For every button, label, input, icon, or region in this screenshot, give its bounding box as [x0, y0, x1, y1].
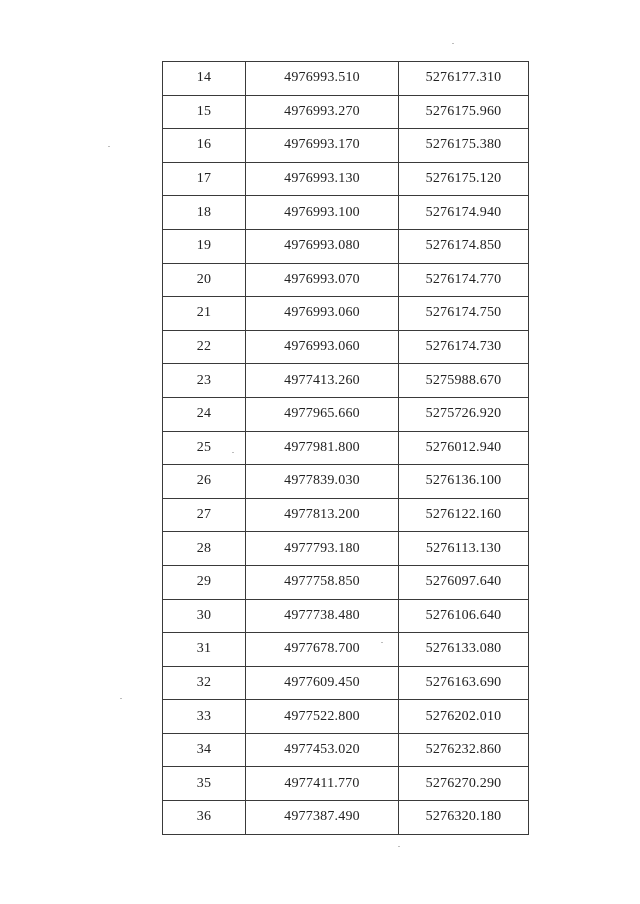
- point-number-cell: 29: [163, 565, 246, 599]
- table-row: [163, 297, 529, 331]
- x-coordinate-cell: 4976993.270: [246, 95, 399, 129]
- table-row: [163, 633, 529, 667]
- y-coordinate-cell: 5276174.730: [399, 330, 529, 364]
- table-row: [163, 229, 529, 263]
- point-number-cell: 14: [163, 62, 246, 96]
- point-number-cell: 36: [163, 801, 246, 835]
- scan-speck: [452, 43, 454, 44]
- table-row: [163, 498, 529, 532]
- point-number-cell: 15: [163, 95, 246, 129]
- table-row: [163, 700, 529, 734]
- point-number-cell: 17: [163, 162, 246, 196]
- x-coordinate-cell: 4976993.080: [246, 229, 399, 263]
- point-number-cell: 31: [163, 633, 246, 667]
- point-number-cell: 18: [163, 196, 246, 230]
- y-coordinate-cell: 5276174.750: [399, 297, 529, 331]
- table-row: [163, 196, 529, 230]
- point-number-cell: 23: [163, 364, 246, 398]
- table-row: [163, 666, 529, 700]
- x-coordinate-cell: 4976993.130: [246, 162, 399, 196]
- x-coordinate-cell: 4977965.660: [246, 397, 399, 431]
- y-coordinate-cell: 5276175.380: [399, 129, 529, 163]
- table-row: [163, 263, 529, 297]
- y-coordinate-cell: 5276122.160: [399, 498, 529, 532]
- x-coordinate-cell: 4977411.770: [246, 767, 399, 801]
- x-coordinate-cell: 4977981.800: [246, 431, 399, 465]
- x-coordinate-cell: 4977522.800: [246, 700, 399, 734]
- table-row: [163, 767, 529, 801]
- x-coordinate-cell: 4977678.700: [246, 633, 399, 667]
- scan-speck: [120, 698, 122, 699]
- y-coordinate-cell: 5276175.120: [399, 162, 529, 196]
- x-coordinate-cell: 4977793.180: [246, 532, 399, 566]
- table-row: [163, 801, 529, 835]
- x-coordinate-cell: 4976993.070: [246, 263, 399, 297]
- point-number-cell: 34: [163, 733, 246, 767]
- x-coordinate-cell: 4977609.450: [246, 666, 399, 700]
- scan-speck: [232, 452, 234, 453]
- y-coordinate-cell: 5275726.920: [399, 397, 529, 431]
- table-row: [163, 162, 529, 196]
- table-row: [163, 599, 529, 633]
- y-coordinate-cell: 5276174.940: [399, 196, 529, 230]
- scan-speck: [398, 846, 400, 847]
- point-number-cell: 33: [163, 700, 246, 734]
- y-coordinate-cell: 5276320.180: [399, 801, 529, 835]
- x-coordinate-cell: 4976993.060: [246, 330, 399, 364]
- y-coordinate-cell: 5276012.940: [399, 431, 529, 465]
- y-coordinate-cell: 5276232.860: [399, 733, 529, 767]
- point-number-cell: 20: [163, 263, 246, 297]
- table-row: [163, 330, 529, 364]
- x-coordinate-cell: 4977839.030: [246, 465, 399, 499]
- y-coordinate-cell: 5276202.010: [399, 700, 529, 734]
- table-row: [163, 565, 529, 599]
- point-number-cell: 24: [163, 397, 246, 431]
- table-row: [163, 62, 529, 96]
- y-coordinate-cell: 5276136.100: [399, 465, 529, 499]
- y-coordinate-cell: 5276113.130: [399, 532, 529, 566]
- y-coordinate-cell: 5276177.310: [399, 62, 529, 96]
- point-number-cell: 32: [163, 666, 246, 700]
- x-coordinate-cell: 4977738.480: [246, 599, 399, 633]
- y-coordinate-cell: 5275988.670: [399, 364, 529, 398]
- y-coordinate-cell: 5276174.770: [399, 263, 529, 297]
- x-coordinate-cell: 4976993.060: [246, 297, 399, 331]
- point-number-cell: 16: [163, 129, 246, 163]
- x-coordinate-cell: 4977413.260: [246, 364, 399, 398]
- y-coordinate-cell: 5276097.640: [399, 565, 529, 599]
- point-number-cell: 27: [163, 498, 246, 532]
- point-number-cell: 22: [163, 330, 246, 364]
- y-coordinate-cell: 5276174.850: [399, 229, 529, 263]
- x-coordinate-cell: 4977813.200: [246, 498, 399, 532]
- point-number-cell: 26: [163, 465, 246, 499]
- y-coordinate-cell: 5276175.960: [399, 95, 529, 129]
- x-coordinate-cell: 4977453.020: [246, 733, 399, 767]
- x-coordinate-cell: 4976993.170: [246, 129, 399, 163]
- point-number-cell: 19: [163, 229, 246, 263]
- table-row: [163, 364, 529, 398]
- table-row: [163, 397, 529, 431]
- point-number-cell: 35: [163, 767, 246, 801]
- x-coordinate-cell: 4976993.100: [246, 196, 399, 230]
- coordinate-table: [162, 61, 529, 835]
- scan-speck: [381, 642, 383, 643]
- table-row: [163, 95, 529, 129]
- y-coordinate-cell: 5276133.080: [399, 633, 529, 667]
- point-number-cell: 28: [163, 532, 246, 566]
- point-number-cell: 21: [163, 297, 246, 331]
- table-row: [163, 465, 529, 499]
- table-row: [163, 431, 529, 465]
- x-coordinate-cell: 4977387.490: [246, 801, 399, 835]
- y-coordinate-cell: 5276163.690: [399, 666, 529, 700]
- x-coordinate-cell: 4976993.510: [246, 62, 399, 96]
- point-number-cell: 25: [163, 431, 246, 465]
- table-row: [163, 733, 529, 767]
- table-row: [163, 129, 529, 163]
- coordinate-table-body: [163, 62, 529, 835]
- point-number-cell: 30: [163, 599, 246, 633]
- x-coordinate-cell: 4977758.850: [246, 565, 399, 599]
- scan-speck: [108, 146, 110, 147]
- y-coordinate-cell: 5276106.640: [399, 599, 529, 633]
- y-coordinate-cell: 5276270.290: [399, 767, 529, 801]
- table-row: [163, 532, 529, 566]
